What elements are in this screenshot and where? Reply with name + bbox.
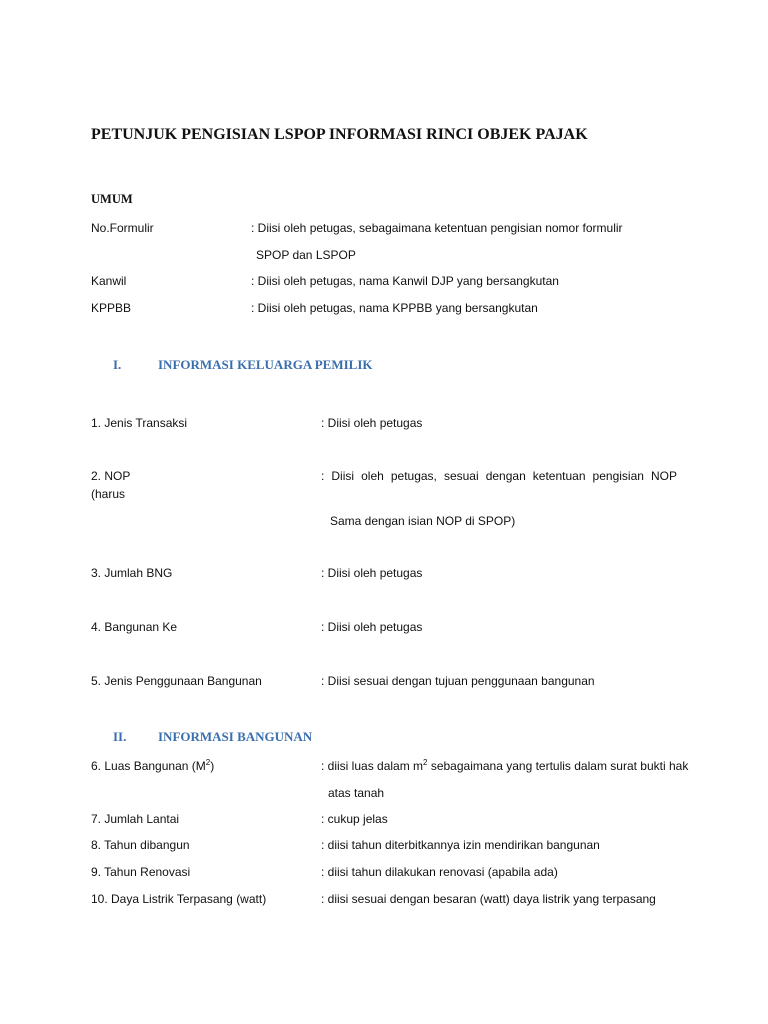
s1-value-nop-cont: Sama dengan isian NOP di SPOP) xyxy=(330,514,516,528)
s1-value-jenis-penggunaan: : Diisi sesuai dengan tujuan penggunaan bangunan xyxy=(321,674,595,688)
s2-label-luas-bangunan: 6. Luas Bangunan $(M^2)$ xyxy=(91,758,215,773)
s2-label-tahun-renovasi: 9. Tahun Renovasi xyxy=(91,865,191,879)
s1-value-jenis-transaksi: : Diisi oleh petugas xyxy=(321,416,423,430)
umum-value-kppbb: : Diisi oleh petugas, nama KPPBB yang bersangkutan xyxy=(251,301,538,315)
umum-label-no-formulir: No.Formulir xyxy=(91,221,154,235)
section2-heading: INFORMASI BANGUNAN xyxy=(158,729,313,744)
s1-label-jenis-penggunaan: 5. Jenis Penggunaan Bangunan xyxy=(91,674,262,688)
section2-number: II. xyxy=(113,729,127,744)
s1-value-nop: : Diisi oleh petugas, sesuai dengan ketentuan pengisian NOP xyxy=(321,469,677,483)
s1-label-jumlah-bng: 3. Jumlah BNG xyxy=(91,566,173,580)
s2-value-luas-bangunan-cont: atas tanah xyxy=(328,786,385,800)
s2-value-tahun-dibangun: : diisi tahun diterbitkannya izin mendirikan bangunan xyxy=(321,838,600,852)
s2-value-daya-listrik: : diisi sesuai dengan besaran (watt) daya listrik yang terpasang xyxy=(321,892,656,906)
s2-label-jumlah-lantai: 7. Jumlah Lantai xyxy=(91,812,180,826)
umum-value-no-formulir-cont: SPOP dan LSPOP xyxy=(256,248,356,262)
section1-number: I. xyxy=(113,357,122,372)
s1-label-bangunan-ke: 4. Bangunan Ke xyxy=(91,620,178,634)
s1-label-nop: 2. NOP xyxy=(91,469,131,483)
umum-value-no-formulir: : Diisi oleh petugas, sebagaimana ketentuan pengisian nomor formulir xyxy=(251,221,623,235)
s1-value-jumlah-bng: : Diisi oleh petugas xyxy=(321,566,423,580)
s2-label-daya-listrik: 10. Daya Listrik Terpasang (watt) xyxy=(91,892,267,906)
page-title: PETUNJUK PENGISIAN LSPOP INFORMASI RINCI OBJEK PAJAK xyxy=(91,126,588,143)
s2-label-tahun-dibangun: 8. Tahun dibangun xyxy=(91,838,190,852)
s2-value-luas-bangunan: : diisi luas dalam $m^2$ sebagaimana yang tertulis dalam surat bukti hak xyxy=(321,758,689,773)
umum-label-kanwil: Kanwil xyxy=(91,274,127,288)
umum-heading: UMUM xyxy=(91,192,133,206)
s2-value-tahun-renovasi: : diisi tahun dilakukan renovasi (apabila ada) xyxy=(321,865,558,879)
umum-value-kanwil: : Diisi oleh petugas, nama Kanwil DJP yang bersangkutan xyxy=(251,274,559,288)
s1-label-jenis-transaksi: 1. Jenis Transaksi xyxy=(91,416,188,430)
umum-label-kppbb: KPPBB xyxy=(91,301,132,315)
s1-label-nop-harus: (harus xyxy=(91,487,126,501)
section1-heading: INFORMASI KELUARGA PEMILIK xyxy=(158,357,373,372)
s2-value-jumlah-lantai: : cukup jelas xyxy=(321,812,388,826)
s1-value-bangunan-ke: : Diisi oleh petugas xyxy=(321,620,423,634)
